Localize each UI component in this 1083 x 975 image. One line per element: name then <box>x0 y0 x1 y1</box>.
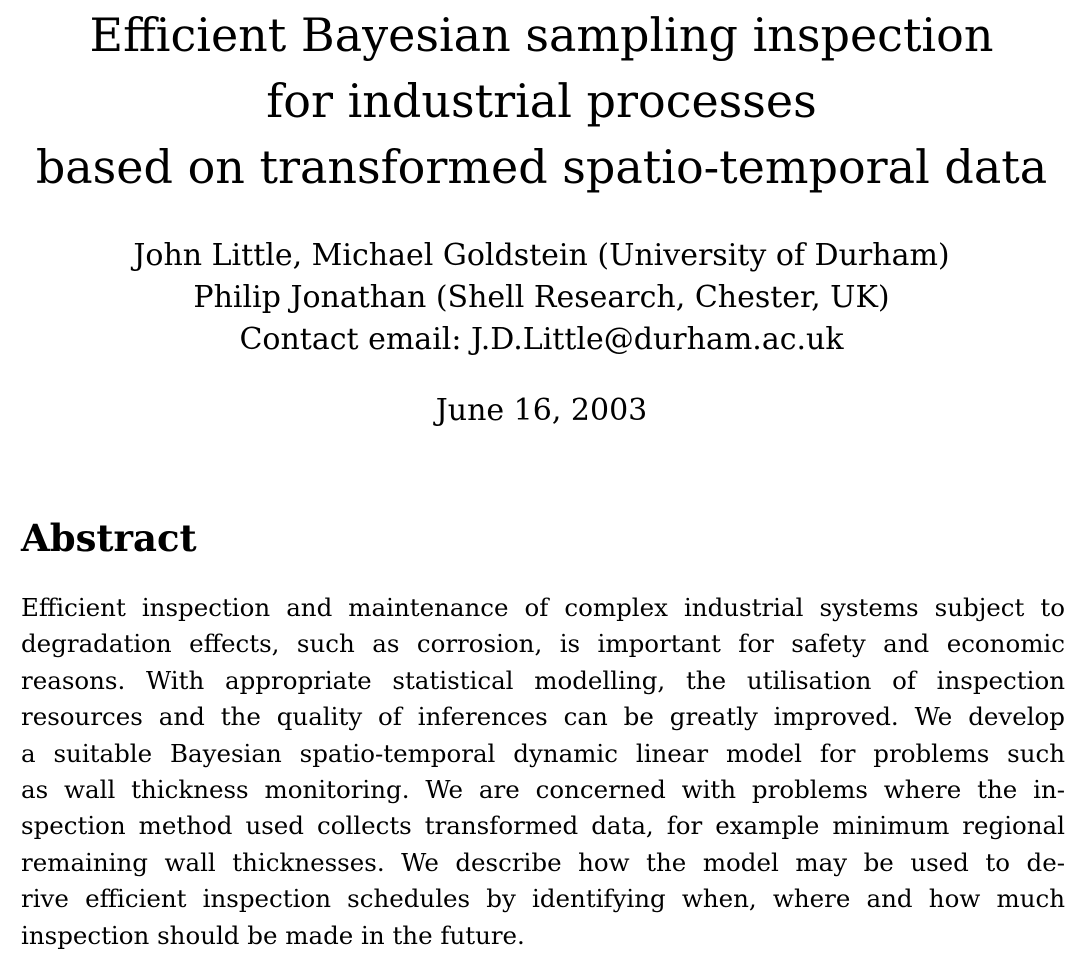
abstract-line: inspection should be made in the future. <box>21 920 525 950</box>
abstract-line: Efficient inspection and maintenance of complex industrial systems subject to <box>21 593 1065 622</box>
abstract-body <box>21 590 1065 954</box>
abstract-line: degradation effects, such as corrosion, is important for safety and economic <box>21 629 1065 659</box>
title-line: for industrial processes <box>266 74 817 128</box>
title-line: Efficient Bayesian sampling inspection <box>89 8 994 62</box>
affiliation-line: Philip Jonathan (Shell Research, Chester, UK) <box>193 280 890 315</box>
paper-date: June 16, 2003 <box>435 393 648 428</box>
abstract-line: a suitable Bayesian spatio-temporal dynamic linear model for problems such <box>21 738 1065 768</box>
abstract-line: remaining wall thicknesses. We describe how the model may be used to de- <box>21 847 1065 877</box>
author-line: John Little, Michael Goldstein (University of Durham) <box>133 238 950 273</box>
paper-title <box>0 2 1083 200</box>
abstract-line: resources and the quality of inferences can be greatly improved. We develop <box>21 702 1065 732</box>
abstract-heading: Abstract <box>21 516 197 560</box>
abstract-line: reasons. With appropriate statistical modelling, the utilisation of inspection <box>21 665 1065 695</box>
title-line: based on transformed spatio-temporal data <box>35 140 1048 194</box>
abstract-line: rive efficient inspection schedules by identifying when, where and how much <box>21 884 1065 914</box>
abstract-line: spection method used collects transformed data, for example minimum regional <box>21 811 1065 841</box>
author-block <box>0 235 1083 361</box>
contact-email-line: Contact email: J.D.Little@durham.ac.uk <box>239 322 844 357</box>
abstract-line: as wall thickness monitoring. We are concerned with problems where the in- <box>21 775 1065 805</box>
